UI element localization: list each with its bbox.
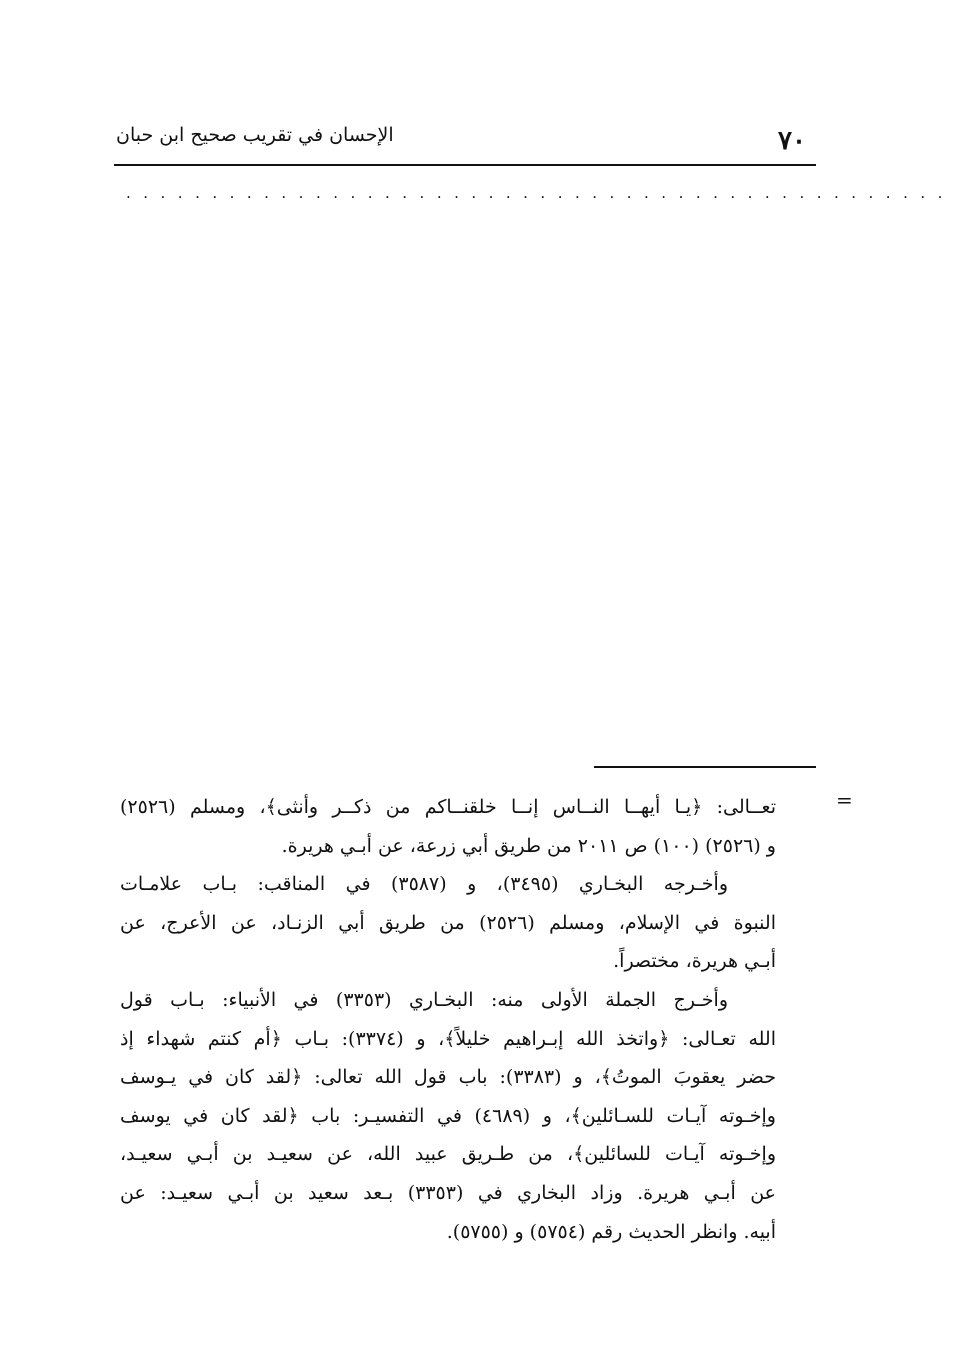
continuation-mark: =	[836, 788, 853, 812]
running-title: الإحسان في تقريب صحيح ابن حبان	[116, 124, 394, 146]
footnote-line: وإخـوته آيـات للسائلين﴾، من طـريق عبيد الله، عن سعيـد بن أبـي سعيـد،	[120, 1143, 776, 1166]
footnote-line: وأخـرجه البخـاري (٣٤٩٥)، و (٣٥٨٧) في المناقب: بـاب علامـات	[120, 873, 728, 896]
dot-separator: ................................................	[126, 184, 955, 202]
footnote-line: و (٢٥٢٦) (١٠٠) ص ٢٠١١ من طريق أبي زرعة، عن أبـي هريرة.	[281, 834, 776, 857]
footnote-line: وأخـرج الجملة الأولى منه: البخـاري (٣٣٥٣) في الأنبياء: بـاب قول	[120, 988, 728, 1011]
footnote-line: النبوة في الإسلام، ومسلم (٢٥٢٦) من طريق أبي الزنـاد، عن الأعرج، عن	[120, 911, 776, 934]
page-number: ٧٠	[778, 126, 806, 156]
footnote-line: الله تعـالى: ﴿واتخذ الله إبـراهيم خليلاً﴾، و (٣٣٧٤): بـاب ﴿أم كنتم شهداء إذ	[120, 1027, 776, 1050]
header-rule	[114, 164, 816, 166]
footnote-line: وإخـوته آيـات للسـائلين﴾، و (٤٦٨٩) في التفسيـر: باب ﴿لقد كان في يوسف	[120, 1104, 776, 1127]
footnote-line: تعــالى: ﴿يـا أيهــا النــاس إنــا خلقنــاكم من ذكــر وأنثى﴾، ومسلم (٢٥٢٦)	[120, 796, 776, 818]
footnote-body	[120, 788, 776, 1251]
footnote-rule	[594, 766, 816, 768]
footnote-line: أبيه. وانظر الحديث رقم (٥٧٥٤) و (٥٧٥٥).	[446, 1220, 776, 1243]
footnote-line: حضر يعقوبَ الموتُ﴾، و (٣٣٨٣): باب قول الله تعالى: ﴿لقد كان في يـوسف	[120, 1066, 776, 1089]
footnote-line: أبـي هريرة، مختصراً.	[613, 950, 776, 973]
footnote-line: عن أبـي هريرة. وزاد البخاري في (٣٣٥٣) بـعد سعيد بن أبـي سعيـد: عن	[120, 1181, 776, 1204]
